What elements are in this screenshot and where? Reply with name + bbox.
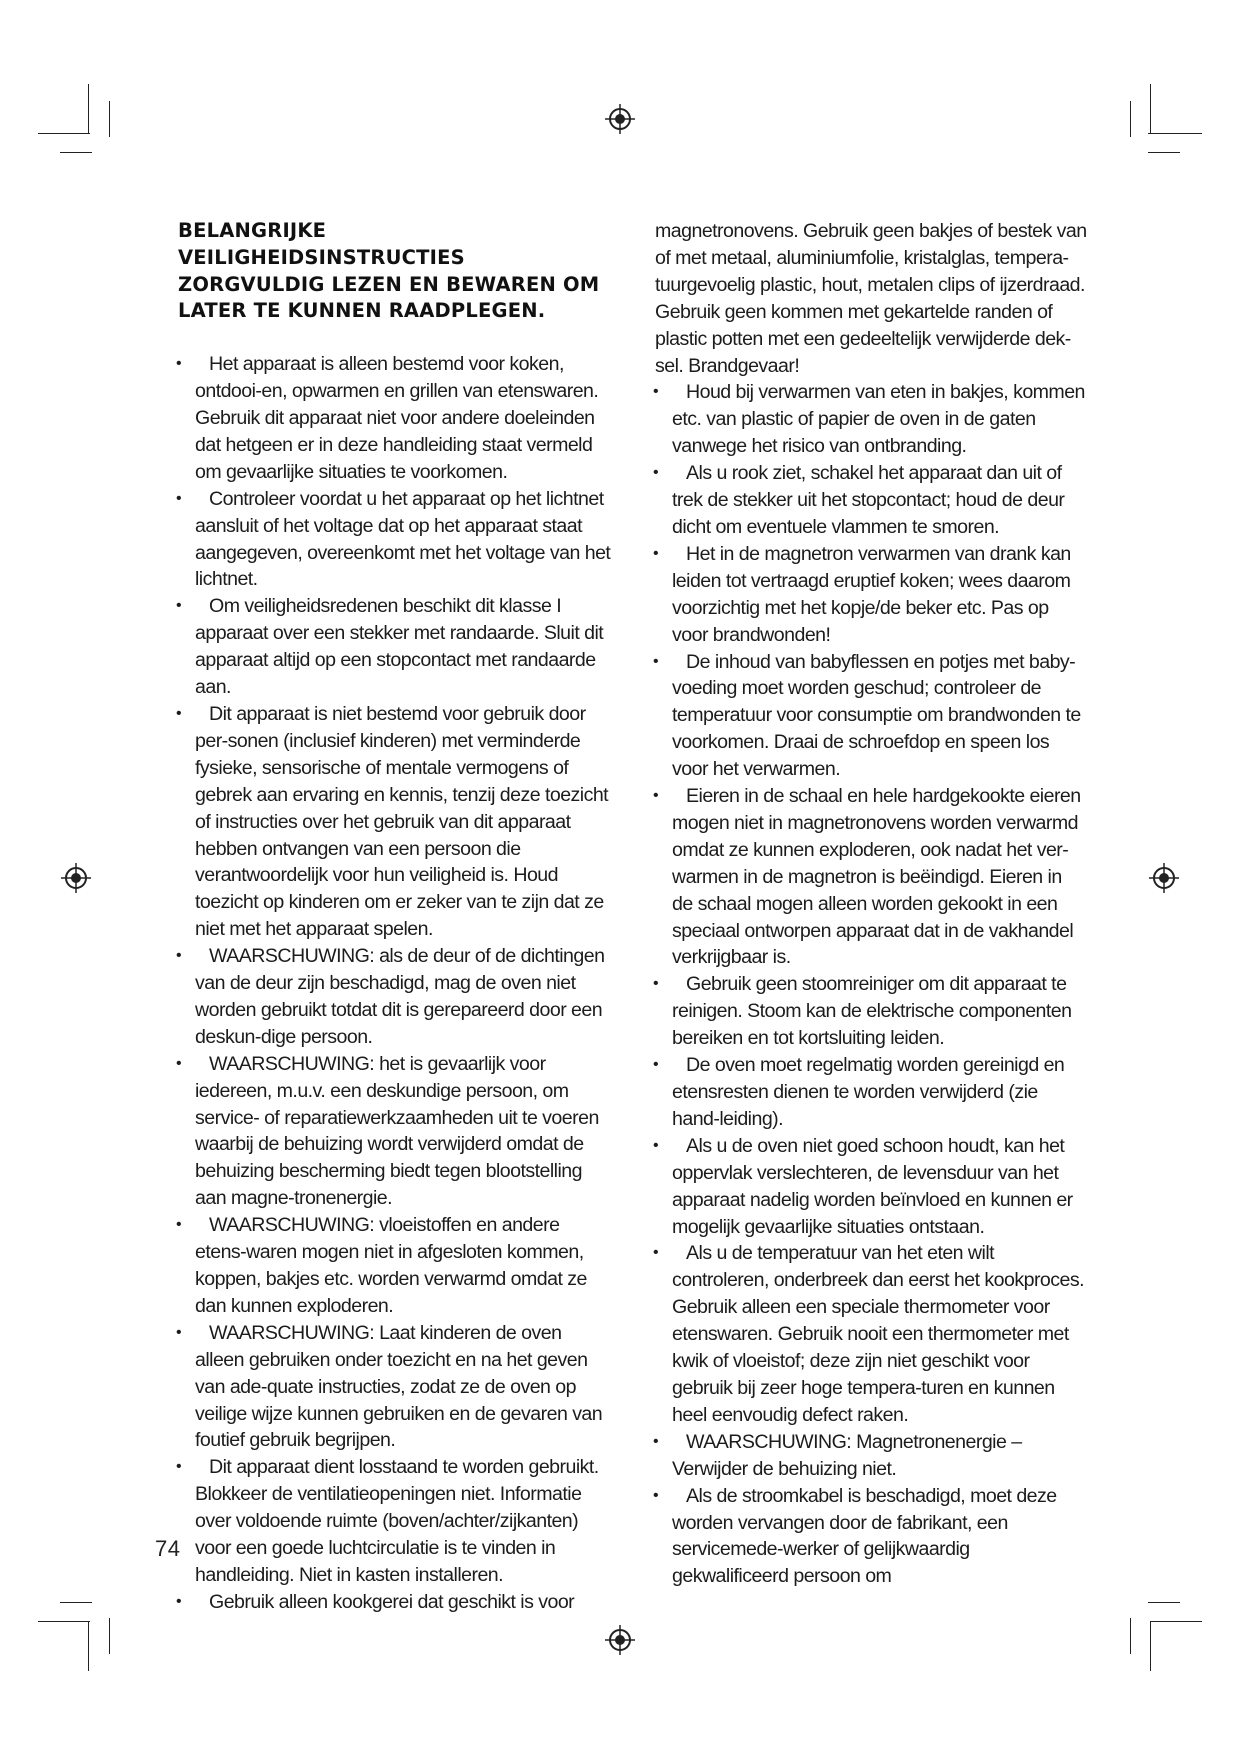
list-item: • Controleer voordat u het apparaat op het lichtnet aansluit of het voltage dat op het apparaat staat aangegeven, overeenkomt met het voltage van het lichtnet. <box>176 487 611 591</box>
list-item: • WAARSCHUWING: Laat kinderen de oven alleen gebruiken onder toezicht en na het geven van ade-quate instructies, zodat ze de oven op veilige wijze kunnen gebruiken en de gevaren van foutief gebruik begrijpen. <box>176 1321 603 1452</box>
bullet-icon: • <box>176 489 182 507</box>
crop-mark <box>88 1621 89 1671</box>
list-item: • De oven moet regelmatig worden gereinigd en etensresten dienen te worden verwijderd (zie hand-leiding). <box>653 1054 1065 1130</box>
list-item: • Dit apparaat is niet bestemd voor gebruik door per-sonen (inclusief kinderen) met verminderde fysieke, sensorische of mentale vermogens of gebrek aan ervaring en kennis, tenzij deze toezicht of instructies over het gebruik van dit apparaat hebben ontvangen van een persoon die verantwoordelijk voor hun veiligheid is. Houd toezicht op kinderen om er zeker van te zijn dat ze niet met het apparaat spelen. <box>176 702 609 941</box>
crop-mark <box>60 152 92 153</box>
list-item: • Houd bij verwarmen van eten in bakjes, kommen etc. van plastic of papier de oven in de gaten vanwege het risico van ontbranding. <box>653 381 1085 458</box>
list-item: • Gebruik alleen kookgerei dat geschikt is voor <box>178 1589 612 1616</box>
crop-mark <box>1150 1621 1151 1671</box>
bullet-icon: • <box>176 704 182 722</box>
crop-mark <box>1130 101 1131 137</box>
registration-mark-icon <box>1149 863 1179 893</box>
list-item: • WAARSCHUWING: Magnetronenergie – Verwijder de behuizing niet. <box>653 1430 1022 1480</box>
list-item: • Als u rook ziet, schakel het apparaat dan uit of trek de stekker uit het stopcontact; houd de deur dicht om eventuele vlammen te smoren. <box>653 462 1065 538</box>
list-item: • WAARSCHUWING: als de deur of de dichtingen van de deur zijn beschadigd, mag de oven niet worden gebruikt totdat dit is gerepareerd door een deskun-dige persoon. <box>176 945 605 1048</box>
bullet-icon: • <box>653 464 659 482</box>
left-column <box>178 218 612 1616</box>
bullet-icon: • <box>653 383 659 401</box>
registration-mark-icon <box>605 1625 635 1655</box>
crop-mark <box>88 84 89 134</box>
registration-mark-icon <box>605 104 635 134</box>
registration-mark-icon <box>61 863 91 893</box>
bullet-icon: • <box>176 1323 182 1341</box>
crop-mark <box>109 101 110 137</box>
list-item: • Als u de oven niet goed schoon houdt, kan het oppervlak verslechteren, de levensduur van het apparaat nadelig worden beïnvloed en kunnen er mogelijk gevaarlijke situaties ontstaan. <box>653 1134 1073 1238</box>
bullet-icon: • <box>653 1056 659 1074</box>
crop-mark <box>1148 1602 1180 1603</box>
bullet-icon: • <box>653 652 659 670</box>
bullet-icon: • <box>653 1136 659 1154</box>
bullet-icon: • <box>653 1244 659 1262</box>
continued-paragraph: magnetronovens. Gebruik geen bakjes of bestek van of met metaal, aluminiumfolie, kristalglas, tempera-tuurgevoelig plastic, hout, metalen clips of ijzerdraad. Gebruik geen kommen met gekartelde randen of plastic potten met een gedeeltelijk verwijderde dek-sel. Brandgevaar! <box>655 220 1087 377</box>
list-item: • Het in de magnetron verwarmen van drank kan leiden tot vertraagd eruptief koken; wees daarom voorzichtig met het kopje/de beker etc. Pas op voor brandwonden! <box>653 542 1071 646</box>
bullet-icon: • <box>653 1486 659 1504</box>
page-number: 74 <box>155 1536 181 1561</box>
bullet-icon: • <box>176 1054 182 1072</box>
list-item: • Eieren in de schaal en hele hardgekookte eieren mogen niet in magnetronovens worden verwarmd omdat ze kunnen exploderen, ook nadat het ver-warmen in de magnetron is beëindigd. Eieren in de schaal mogen alleen worden gekookt in een speciaal ontworpen apparaat dat in de vakhandel verkrijgbaar is. <box>653 785 1081 969</box>
crop-mark <box>1148 133 1202 134</box>
list-item: • Gebruik geen stoomreiniger om dit apparaat te reinigen. Stoom kan de elektrische componenten bereiken en tot kortsluiting leiden. <box>653 973 1072 1050</box>
bullet-icon: • <box>176 1216 182 1234</box>
crop-mark <box>1130 1618 1131 1654</box>
crop-mark <box>109 1618 110 1654</box>
page-heading: BELANGRIJKE VEILIGHEIDSINSTRUCTIES ZORGVULDIG LEZEN EN BEWAREN OM LATER TE KUNNEN RAADPLEGEN. <box>178 219 600 323</box>
bullet-icon: • <box>653 1432 659 1450</box>
left-instruction-list <box>178 351 612 1616</box>
crop-mark <box>38 133 90 134</box>
list-item: • Het apparaat is alleen bestemd voor koken, ontdooi-en, opwarmen en grillen van etenswaren. Gebruik dit apparaat niet voor andere doeleinden dat hetgeen er in deze handleiding staat vermeld om gevaarlijke situaties te voorkomen. <box>176 353 599 483</box>
crop-mark <box>1148 152 1180 153</box>
right-column <box>655 218 1087 1590</box>
crop-mark <box>60 1602 92 1603</box>
bullet-icon: • <box>653 975 659 993</box>
list-item: • WAARSCHUWING: vloeistoffen en andere etens-waren mogen niet in afgesloten kommen, koppen, bakjes etc. worden verwarmd omdat ze dan kunnen exploderen. <box>176 1214 587 1317</box>
bullet-icon: • <box>176 1458 182 1476</box>
list-item: • De inhoud van babyflessen en potjes met baby-voeding moet worden geschud; controleer de temperatuur voor consumptie om brandwonden te voorkomen. Draai de schroefdop en speen los voor het verwarmen. <box>653 650 1081 781</box>
bullet-icon: • <box>176 947 182 965</box>
bullet-icon: • <box>176 597 182 615</box>
list-item: • Om veiligheidsredenen beschikt dit klasse I apparaat over een stekker met randaarde. Sluit dit apparaat altijd op een stopcontact met randaarde aan. <box>176 595 604 699</box>
right-instruction-list <box>655 379 1087 1590</box>
list-item: • Als u de temperatuur van het eten wilt controleren, onderbreek dan eerst het kookproces. Gebruik alleen een speciale thermometer voor etenswaren. Gebruik nooit een thermometer met kwik of vloeistof; deze zijn niet geschikt voor gebruik bij zeer hoge tempera-turen en kunnen heel eenvoudig defect raken. <box>653 1242 1084 1426</box>
list-item: • WAARSCHUWING: het is gevaarlijk voor iedereen, m.u.v. een deskundige persoon, om service- of reparatiewerkzaamheden uit te voeren waarbij de behuizing wordt verwijderd omdat de behuizing bescherming biedt tegen blootstelling aan magne-tronenergie. <box>176 1052 599 1210</box>
bullet-icon: • <box>653 544 659 562</box>
crop-mark <box>1150 1621 1202 1622</box>
crop-mark <box>1150 84 1151 134</box>
bullet-icon: • <box>176 355 182 373</box>
list-item: • Als de stroomkabel is beschadigd, moet deze worden vervangen door de fabrikant, een servicemede-werker of gelijkwaardig gekwalificeerd persoon om <box>653 1484 1057 1588</box>
list-item: • Dit apparaat dient losstaand te worden gebruikt. Blokkeer de ventilatieopeningen niet. Informatie over voldoende ruimte (boven/achter/zijkanten) voor een goede luchtcirculatie is te vinden in handleiding. Niet in kasten installeren. <box>176 1456 599 1586</box>
bullet-icon: • <box>176 1592 182 1610</box>
bullet-icon: • <box>653 787 659 805</box>
crop-mark <box>38 1621 90 1622</box>
